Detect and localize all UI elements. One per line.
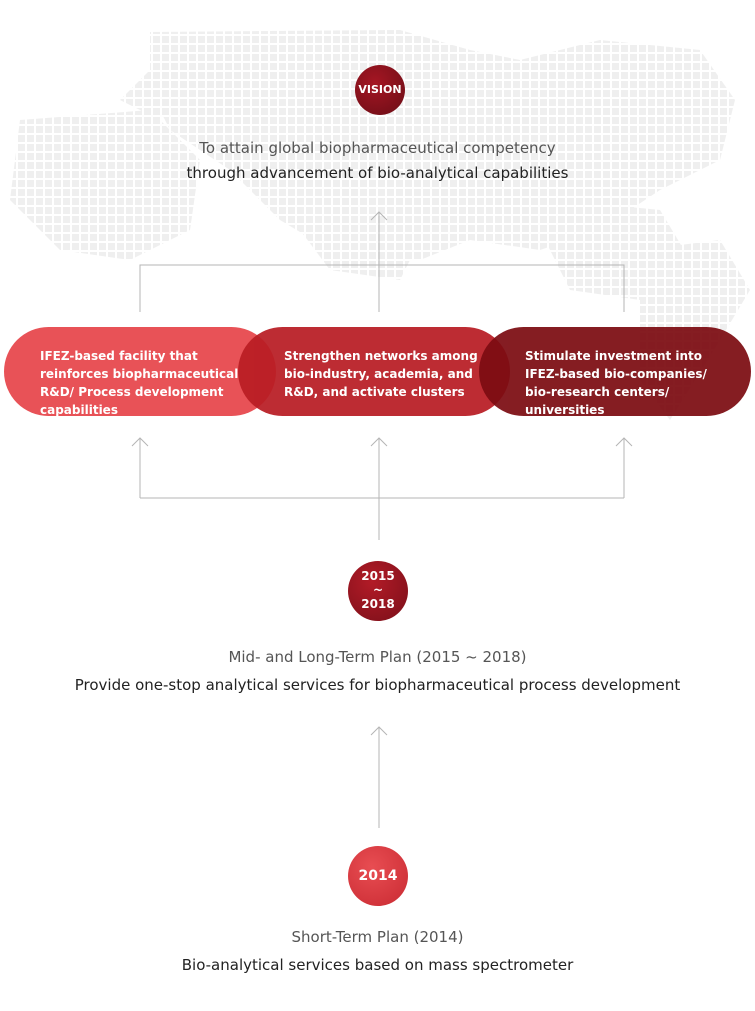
vision-line-1: To attain global biopharmaceutical competency: [199, 139, 556, 157]
short-term-description: Bio-analytical services based on mass spectrometer: [181, 956, 574, 974]
goal-pill-3: Stimulate investment into IFEZ-based bio-companies/ bio-research centers/ universities: [479, 327, 751, 416]
mid-term-description: Provide one-stop analytical services for biopharmaceutical process development: [74, 676, 681, 694]
goal-pill-2: Strengthen networks among bio-industry, academia, and R&D, and activate clusters: [238, 327, 510, 416]
mid-term-title: Mid- and Long-Term Plan (2015 ~ 2018): [228, 648, 527, 666]
mid-term-badge-label: 2015 ~ 2018: [361, 569, 395, 611]
short-term-badge: 2014: [348, 846, 408, 906]
vision-line-2: through advancement of bio-analytical capabilities: [186, 164, 569, 182]
goal-pill-1: IFEZ-based facility that reinforces biopharmaceutical R&D/ Process development capabilities: [4, 327, 276, 416]
mid-term-badge: [348, 561, 408, 621]
vision-badge: VISION: [355, 65, 405, 115]
short-term-title: Short-Term Plan (2014): [291, 928, 464, 946]
